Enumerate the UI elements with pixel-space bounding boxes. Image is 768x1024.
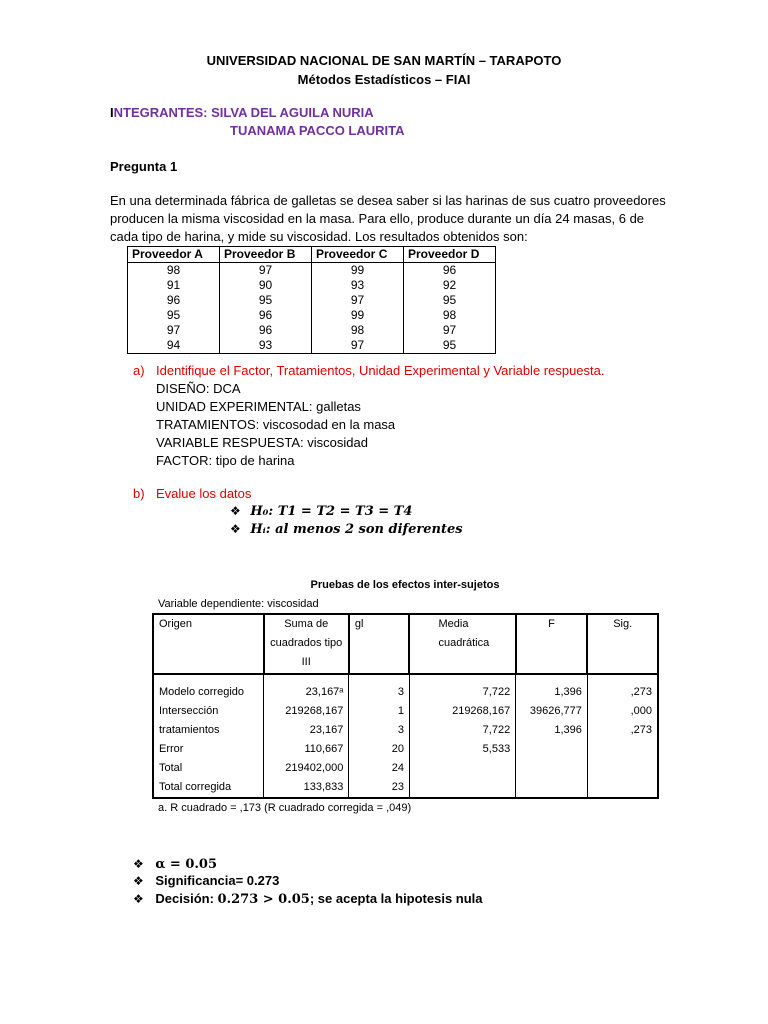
- response-variable-line: [156, 434, 368, 452]
- provider-header: Proveedor B: [220, 247, 312, 263]
- spss-cell: ,273: [587, 721, 658, 740]
- provider-header: Proveedor C: [312, 247, 404, 263]
- diamond-bullet-icon: ❖: [133, 874, 144, 888]
- member-name-1: SILVA DEL AGUILA NURIA: [211, 105, 374, 120]
- spss-header-f: F: [516, 614, 588, 674]
- response-variable-label: VARIABLE RESPUESTA:: [156, 435, 304, 450]
- spss-cell: 7,722: [409, 674, 515, 702]
- spss-row: [153, 702, 658, 721]
- spss-cell: 23,167: [264, 721, 349, 740]
- question-title: Pregunta 1: [110, 159, 178, 174]
- experimental-unit-label: UNIDAD EXPERIMENTAL:: [156, 399, 313, 414]
- hypothesis-alt-line: [230, 520, 463, 539]
- provider-row: [128, 278, 496, 293]
- spss-cell: [587, 759, 658, 778]
- spss-cell: ,000: [587, 702, 658, 721]
- provider-cell: 95: [128, 308, 220, 323]
- section-b-title: Evalue los datos: [156, 486, 252, 501]
- provider-cell: 99: [312, 308, 404, 323]
- design-line: [156, 380, 241, 398]
- spss-cell: 1,396: [516, 674, 588, 702]
- university-title: UNIVERSIDAD NACIONAL DE SAN MARTÍN – TARAPOTO: [206, 53, 562, 68]
- factor-label: FACTOR:: [156, 453, 213, 468]
- spss-header-sum: Suma de cuadrados tipo III: [264, 614, 349, 674]
- factor-line: [156, 452, 295, 470]
- spss-cell: tratamientos: [153, 721, 264, 740]
- treatments-value: viscosodad en la masa: [259, 417, 396, 432]
- provider-cell: 92: [404, 278, 496, 293]
- spss-row: [153, 778, 658, 798]
- significance-value: Significancia= 0.273: [155, 873, 280, 888]
- hypothesis-null: H₀: T1 = T2 = T3 = T4: [250, 504, 413, 519]
- provider-cell: 94: [128, 338, 220, 354]
- treatments-line: [156, 416, 395, 434]
- spss-cell: [587, 778, 658, 798]
- provider-row: [128, 308, 496, 323]
- spss-table: [152, 613, 659, 799]
- spss-header-gl: gl: [349, 614, 410, 674]
- provider-cell: 91: [128, 278, 220, 293]
- spss-header-row: [153, 614, 658, 674]
- diamond-bullet-icon: ❖: [133, 892, 144, 906]
- spss-cell: Total corregida: [153, 778, 264, 798]
- question-text-1: En una determinada fábrica de galletas se desea saber si las harinas de sus cuatro proveedores: [110, 193, 666, 208]
- section-b-marker: b): [133, 486, 145, 501]
- spss-cell: 23,167ᵃ: [264, 674, 349, 702]
- spss-cell: 110,667: [264, 740, 349, 759]
- spss-cell: 23: [349, 778, 410, 798]
- spss-header-origin: Origen: [153, 614, 264, 674]
- provider-row: [128, 338, 496, 354]
- provider-cell: 95: [404, 338, 496, 354]
- spss-cell: 133,833: [264, 778, 349, 798]
- provider-cell: 98: [128, 263, 220, 279]
- question-text-2: producen la misma viscosidad en la masa. Para ello, produce durante un día 24 masas, 6 de: [110, 211, 645, 226]
- provider-cell: 95: [220, 293, 312, 308]
- provider-cell: 96: [404, 263, 496, 279]
- hypothesis-alt: Hᵢ: al menos 2 son diferentes: [250, 522, 463, 537]
- spss-cell: Error: [153, 740, 264, 759]
- decision-text: ; se acepta la hipotesis nula: [309, 891, 483, 906]
- spss-cell: Modelo corregido: [153, 674, 264, 702]
- provider-cell: 98: [404, 308, 496, 323]
- provider-cell: 96: [220, 308, 312, 323]
- spss-cell: 24: [349, 759, 410, 778]
- provider-cell: 96: [128, 293, 220, 308]
- spss-cell: 1,396: [516, 721, 588, 740]
- spss-cell: [516, 778, 588, 798]
- spss-cell: 3: [349, 721, 410, 740]
- spss-row: [153, 674, 658, 702]
- spss-header-sig: Sig.: [587, 614, 658, 674]
- provider-table: [127, 246, 496, 354]
- spss-cell: 39626,777: [516, 702, 588, 721]
- course-title: Métodos Estadísticos – FIAI: [297, 72, 471, 87]
- alpha-value: α = 0.05: [155, 857, 218, 872]
- experimental-unit-value: galletas: [312, 399, 361, 414]
- provider-cell: 90: [220, 278, 312, 293]
- provider-header: Proveedor D: [404, 247, 496, 263]
- provider-cell: 97: [128, 323, 220, 338]
- spss-cell: 219268,167: [409, 702, 515, 721]
- experimental-unit-line: [156, 398, 361, 416]
- spss-cell: [587, 740, 658, 759]
- diamond-bullet-icon: ❖: [133, 857, 144, 871]
- provider-header-row: [128, 247, 496, 263]
- spss-cell: 219402,000: [264, 759, 349, 778]
- section-a-title: Identifique el Factor, Tratamientos, Unidad Experimental y Variable respuesta.: [156, 363, 605, 378]
- hypothesis-null-line: [230, 502, 412, 521]
- decision-line: [133, 890, 483, 909]
- section-a-marker: a): [133, 363, 145, 378]
- response-variable-value: viscosidad: [303, 435, 368, 450]
- design-value: DCA: [209, 381, 241, 396]
- provider-cell: 97: [404, 323, 496, 338]
- spss-cell: ,273: [587, 674, 658, 702]
- question-text-3: cada tipo de harina, y mide su viscosidad. Los resultados obtenidos son:: [110, 229, 528, 244]
- spss-cell: [409, 778, 515, 798]
- diamond-bullet-icon: ❖: [230, 522, 241, 536]
- spss-cell: Intersección: [153, 702, 264, 721]
- spss-cell: [516, 759, 588, 778]
- spss-row: [153, 721, 658, 740]
- spss-cell: 5,533: [409, 740, 515, 759]
- member-name-2: TUANAMA PACCO LAURITA: [230, 123, 405, 138]
- spss-cell: Total: [153, 759, 264, 778]
- provider-cell: 93: [220, 338, 312, 354]
- spss-cell: 1: [349, 702, 410, 721]
- diamond-bullet-icon: ❖: [230, 504, 241, 518]
- spss-cell: [409, 759, 515, 778]
- provider-header: Proveedor A: [128, 247, 220, 263]
- spss-subtitle: Variable dependiente: viscosidad: [158, 598, 319, 610]
- spss-row: [153, 759, 658, 778]
- spss-footnote: a. R cuadrado = ,173 (R cuadrado corregida = ,049): [158, 802, 412, 814]
- provider-row: [128, 263, 496, 279]
- spss-cell: 7,722: [409, 721, 515, 740]
- spss-cell: 219268,167: [264, 702, 349, 721]
- design-label: DISEÑO:: [156, 381, 210, 396]
- spss-header-mean: Media cuadrática: [409, 614, 515, 674]
- spss-cell: [516, 740, 588, 759]
- provider-cell: 97: [312, 338, 404, 354]
- provider-row: [128, 323, 496, 338]
- spss-title: Pruebas de los efectos inter-sujetos: [310, 579, 500, 591]
- members-line1: [110, 104, 374, 122]
- factor-value: tipo de harina: [212, 453, 295, 468]
- decision-label: Decisión:: [155, 891, 214, 906]
- provider-cell: 95: [404, 293, 496, 308]
- provider-cell: 97: [312, 293, 404, 308]
- provider-cell: 97: [220, 263, 312, 279]
- provider-row: [128, 293, 496, 308]
- significance-line: [133, 872, 279, 890]
- spss-cell: 3: [349, 674, 410, 702]
- spss-cell: 20: [349, 740, 410, 759]
- decision-math: 0.273 > 0.05: [217, 892, 310, 907]
- spss-row: [153, 740, 658, 759]
- provider-cell: 98: [312, 323, 404, 338]
- provider-cell: 99: [312, 263, 404, 279]
- provider-cell: 93: [312, 278, 404, 293]
- members-prefix: I: [110, 105, 114, 120]
- treatments-label: TRATAMIENTOS:: [156, 417, 260, 432]
- provider-cell: 96: [220, 323, 312, 338]
- members-label: NTEGRANTES:: [113, 105, 208, 120]
